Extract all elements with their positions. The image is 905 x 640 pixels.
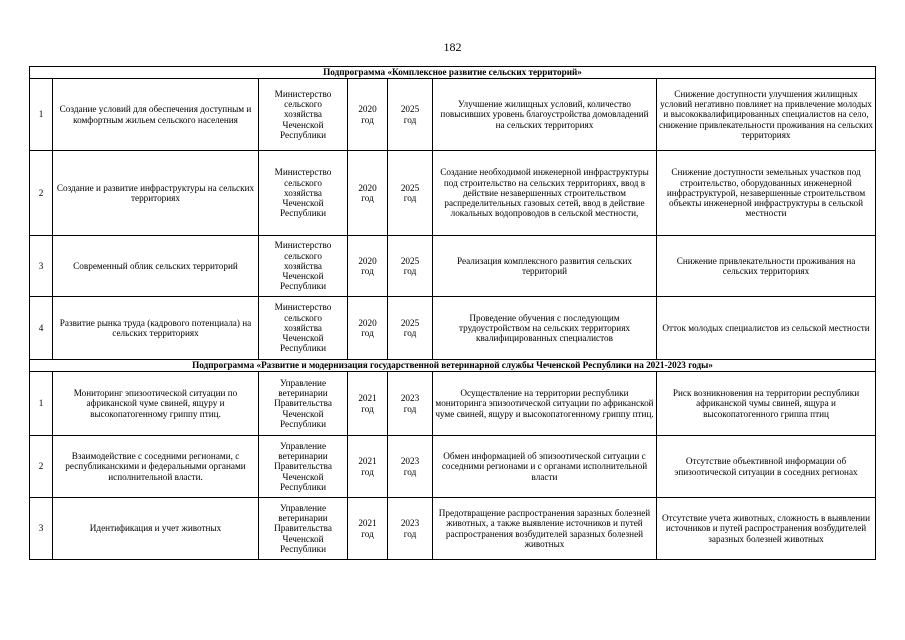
- section-header-row: [30, 360, 876, 372]
- event-name: Создание условий для обеспечения доступным и комфортным жильем сельского населения: [53, 79, 259, 151]
- table-row: [30, 236, 876, 297]
- start-year: 2020 год: [348, 236, 388, 297]
- expected-result: Проведение обучения с последующим трудоустройством на сельских территориях квалифицированных специалистов: [433, 297, 657, 360]
- section-title: Подпрограмма «Развитие и модернизация государственной ветеринарной службы Чеченской Республики на 2021-2023 годы»: [30, 360, 876, 372]
- start-year: 2020 год: [348, 79, 388, 151]
- start-year: 2021 год: [348, 436, 388, 498]
- event-name: Идентификация и учет животных: [53, 498, 259, 560]
- table-row: [30, 79, 876, 151]
- executor: Министерство сельского хозяйства Чеченской Республики: [259, 236, 348, 297]
- row-number: 3: [30, 236, 53, 297]
- consequence: Отсутствие объективной информации об эпизоотической ситуации в соседних регионах: [657, 436, 876, 498]
- end-year: 2025 год: [388, 79, 433, 151]
- row-number: 2: [30, 436, 53, 498]
- page-number: 182: [443, 40, 462, 54]
- consequence: Снижение доступности земельных участков под строительство, оборудованных инженерной инфраструктурой, незавершенные строительством объекты инженерной инфраструктуры в сельской местности: [657, 151, 876, 236]
- start-year: 2021 год: [348, 498, 388, 560]
- program-events-table: [29, 66, 876, 560]
- table-row: [30, 372, 876, 436]
- consequence: Риск возникновения на территории республики африканской чумы свиней, ящура и высокопатогенного гриппа птиц: [657, 372, 876, 436]
- end-year: 2025 год: [388, 297, 433, 360]
- expected-result: Обмен информацией об эпизоотической ситуации с соседними регионами и с органами исполнительной власти: [433, 436, 657, 498]
- event-name: Современный облик сельских территорий: [53, 236, 259, 297]
- row-number: 4: [30, 297, 53, 360]
- expected-result: Улучшение жилищных условий, количество повысивших уровень благоустройства домовладений на сельских территориях: [433, 79, 657, 151]
- end-year: 2023 год: [388, 372, 433, 436]
- row-number: 1: [30, 372, 53, 436]
- executor: Министерство сельского хозяйства Чеченской Республики: [259, 151, 348, 236]
- end-year: 2023 год: [388, 436, 433, 498]
- expected-result: Осуществление на территории республики мониторинга эпизоотической ситуации по африканской чуме свиней, ящуру и высокопатогенному гриппу птиц.: [433, 372, 657, 436]
- executor: Управление ветеринарии Правительства Чеченской Республики: [259, 498, 348, 560]
- row-number: 2: [30, 151, 53, 236]
- section-header-row: [30, 67, 876, 79]
- expected-result: Предотвращение распространения заразных болезней животных, а также выявление источников и путей распространения возбудителей заразных болезней животных: [433, 498, 657, 560]
- consequence: Снижение привлекательности проживания на сельских территориях: [657, 236, 876, 297]
- table-row: [30, 436, 876, 498]
- start-year: 2020 год: [348, 297, 388, 360]
- expected-result: Создание необходимой инженерной инфраструктуры под строительство на сельских территориях, ввод в действие незавершенных строительством распределительных газовых сетей, ввод в действие локальных водопроводов в сельской местности,: [433, 151, 657, 236]
- row-number: 3: [30, 498, 53, 560]
- event-name: Развитие рынка труда (кадрового потенциала) на сельских территориях: [53, 297, 259, 360]
- row-number: 1: [30, 79, 53, 151]
- end-year: 2023 год: [388, 498, 433, 560]
- table-row: [30, 498, 876, 560]
- executor: Министерство сельского хозяйства Чеченской Республики: [259, 297, 348, 360]
- consequence: Отток молодых специалистов из сельской местности: [657, 297, 876, 360]
- consequence: Отсутствие учета животных, сложность в выявлении источников и путей распространения возбудителей заразных болезней животных: [657, 498, 876, 560]
- executor: Министерство сельского хозяйства Чеченской Республики: [259, 79, 348, 151]
- expected-result: Реализация комплексного развития сельских территорий: [433, 236, 657, 297]
- event-name: Создание и развитие инфраструктуры на сельских территориях: [53, 151, 259, 236]
- end-year: 2025 год: [388, 236, 433, 297]
- consequence: Снижение доступности улучшения жилищных условий негативно повлияет на привлечение молодых и высококвалифицированных специалистов на село, снижение привлекательности проживания на сельских территориях: [657, 79, 876, 151]
- event-name: Мониторинг эпизоотической ситуации по африканской чуме свиней, ящуру и высокопатогенному гриппу птиц.: [53, 372, 259, 436]
- start-year: 2020 год: [348, 151, 388, 236]
- section-title: Подпрограмма «Комплексное развитие сельских территорий»: [30, 67, 876, 79]
- executor: Управление ветеринарии Правительства Чеченской Республики: [259, 436, 348, 498]
- table-row: [30, 297, 876, 360]
- event-name: Взаимодействие с соседними регионами, с республиканскими и федеральными органами исполнительной власти.: [53, 436, 259, 498]
- start-year: 2021 год: [348, 372, 388, 436]
- table-row: [30, 151, 876, 236]
- end-year: 2025 год: [388, 151, 433, 236]
- executor: Управление ветеринарии Правительства Чеченской Республики: [259, 372, 348, 436]
